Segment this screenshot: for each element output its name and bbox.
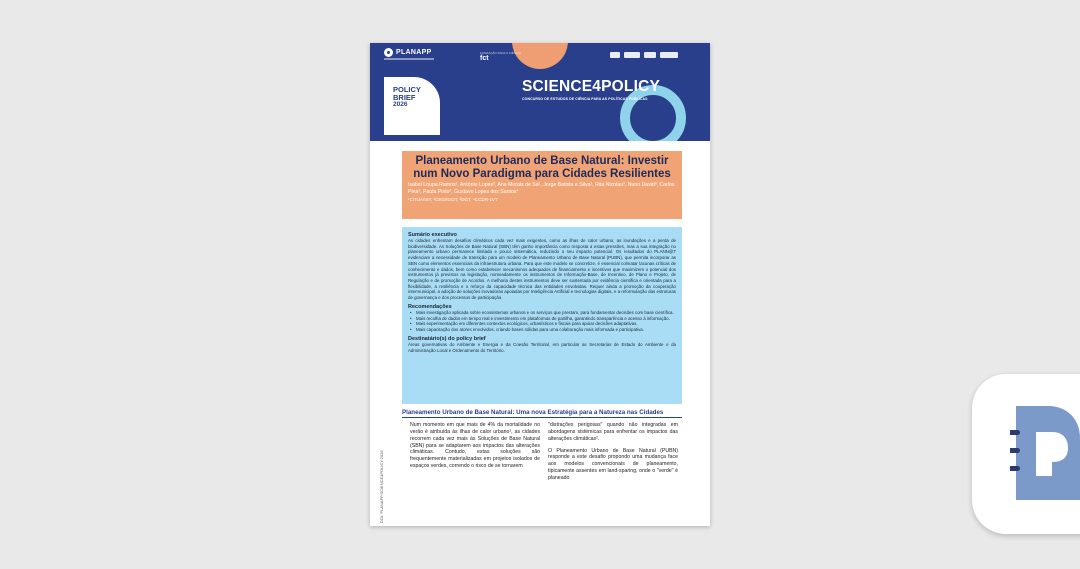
notebook-icon[interactable] <box>1010 406 1080 500</box>
fct-logo-text: fct <box>480 55 489 62</box>
list-item: • Mais investigação aplicada sobre ecossistemas urbanos e os serviços que prestam, para fundamentar decisões com base científica. <box>408 310 676 316</box>
body-paragraph: Num momento em que mais de 4% da mortalidade no verão é atribuída às ilhas de calor urbano¹, as cidades recorrem cada vez mais às Soluções de Base Natural (SBN) para se adaptarem aos impactos das alterações climáticas. Contudo, estas soluções são frequentemente materializadas em projetos isolados de espaços verdes, correndo o risco de se tornarem <box>410 422 540 470</box>
policy-brief-label <box>384 77 440 135</box>
list-item: • Mais recolha de dados em tempo real e investimento em plataformas de partilha, garantindo transparência e acesso à informação. <box>408 316 676 322</box>
fct-logo <box>480 51 521 62</box>
body-paragraph: "distrações perigosas" quando não integradas em abordagens sistémicas para enfrentar os impactos das alterações climáticas². <box>548 422 678 442</box>
recipients-text: Áreas governativas do Ambiente e Energia e da Coesão Territorial, em particular as Secretarias de Estado do Ambiente e da Administração Local e Ordenamento do Território. <box>408 341 676 353</box>
planapp-logo-subline <box>384 58 434 60</box>
fct-logo-subtitle: FUNDAÇÃO PARA A CIÊNCIA <box>480 51 521 55</box>
banner-title: SCIENCE4POLICY <box>522 78 661 95</box>
policy-brief-line2: BRIEF <box>393 92 416 102</box>
eu-logo-icon <box>660 52 678 58</box>
body-paragraph: O Planeamento Urbano de Base Natural (PUBN) responde a este desafio propondo uma mudança face aos modelos convencionais de planeamento, tipicamente assentes em land-sparing, onde o "verde" é planeado <box>548 447 678 482</box>
list-item: • Mais experimentação em diferentes contextos ecológicos, urbanísticos e fiscais para apoiar decisões adaptativas. <box>408 321 676 327</box>
planapp-logo-text: PLANAPP <box>396 49 432 56</box>
partner-logos <box>610 52 678 58</box>
section-heading: Planeamento Urbano de Base Natural: Uma nova Estratégia para a Natureza nas Cidades <box>402 409 682 418</box>
side-code-text: DOI: PLANAPP.SCIENCE4POLICY.2026 <box>379 450 384 523</box>
banner-subtitle: CONCURSO DE ESTUDOS DE CIÊNCIA PARA AS POLÍTICAS PÚBLICAS <box>522 97 648 101</box>
policy-brief-document <box>370 43 710 526</box>
recommendations-list <box>408 310 676 333</box>
body-column-left <box>410 422 540 470</box>
authors: Isabel Loupa Ramos¹, António Lopes², Ana Morais de Sá¹, Jorge Batista e Silva¹, Rita Nicolau³, Nuno David³, Carlos Pina³, Paula Pinto³, Gustavo Lopes dos Santos⁴ <box>408 182 675 196</box>
document-title: Planeamento Urbano de Base Natural: Investir num Novo Paradigma para Cidades Resilientes <box>413 155 671 180</box>
planapp-mark-icon <box>384 48 393 57</box>
list-item: • Mais capacitação dos atores envolvidos, criando bases sólidas para uma colaboração mais informada e participativa. <box>408 327 676 333</box>
affiliations: ¹CiTUA/IST, ²CEG/IGOT, ³DGT, ⁴CCDR-LVT <box>408 197 498 203</box>
eu-flag-icon <box>644 52 656 58</box>
recommendations-heading: Recomendações <box>408 303 452 310</box>
policy-brief-line1: POLICY <box>393 85 421 94</box>
prr-logo-icon <box>610 52 620 58</box>
summary-text: As cidades enfrentam desafios climáticos cada vez mais exigentes, como as ilhas de calor urbano, as inundações e a perda de biodiversidade. As Soluções de Base Natural (SBN) têm ganho importância como resposta a estas pressões, mas a sua integração no planeamento urbano permanece limitada e pouco sistemática, reduzindo o seu impacto potencial. Os resultados do PLANN@T evidenciam a necessidade de transição para um modelo de Planeamento Urbano de Base Natural (PUBN), que permita incorporar as SBN como elementos essenciais da infraestrutura urbana. Para que este modelo se concretize, é essencial colmatar lacunas críticas de conhecimento e dados, bem como estabelecer mecanismos adequados de financiamento e incentivos que maximizem o potencial dos instrumentos já previstos na legislação, nomeadamente os instrumentos de Informação-Base, de Incentivo, de Plano e Projeto, de Regulação e de promoção de Acordos. A melhoria destes instrumentos deve ser sustentada por evidência científica e orientada para a flexibilidade, a resiliência e o reforço da capacidade técnica das entidades envolvidas. Requer ainda a promoção da cooperação intermunicipal, a adoção de soluções inovadoras apoiadas por Inteligência Artificial e tecnologias digitais, e a reformulação das estruturas de governança e dos processos de participação. <box>408 238 676 301</box>
executive-summary <box>402 227 682 404</box>
republica-logo-icon <box>624 52 640 58</box>
policy-brief-year: 2026 <box>393 100 408 108</box>
body-column-right <box>548 422 678 482</box>
planapp-logo <box>384 48 432 57</box>
summary-heading: Sumário executivo <box>408 232 457 238</box>
side-code <box>374 413 382 525</box>
recipients-heading: Destinatário(s) do policy brief <box>408 335 486 342</box>
document-header <box>370 43 710 141</box>
title-box <box>402 151 682 219</box>
